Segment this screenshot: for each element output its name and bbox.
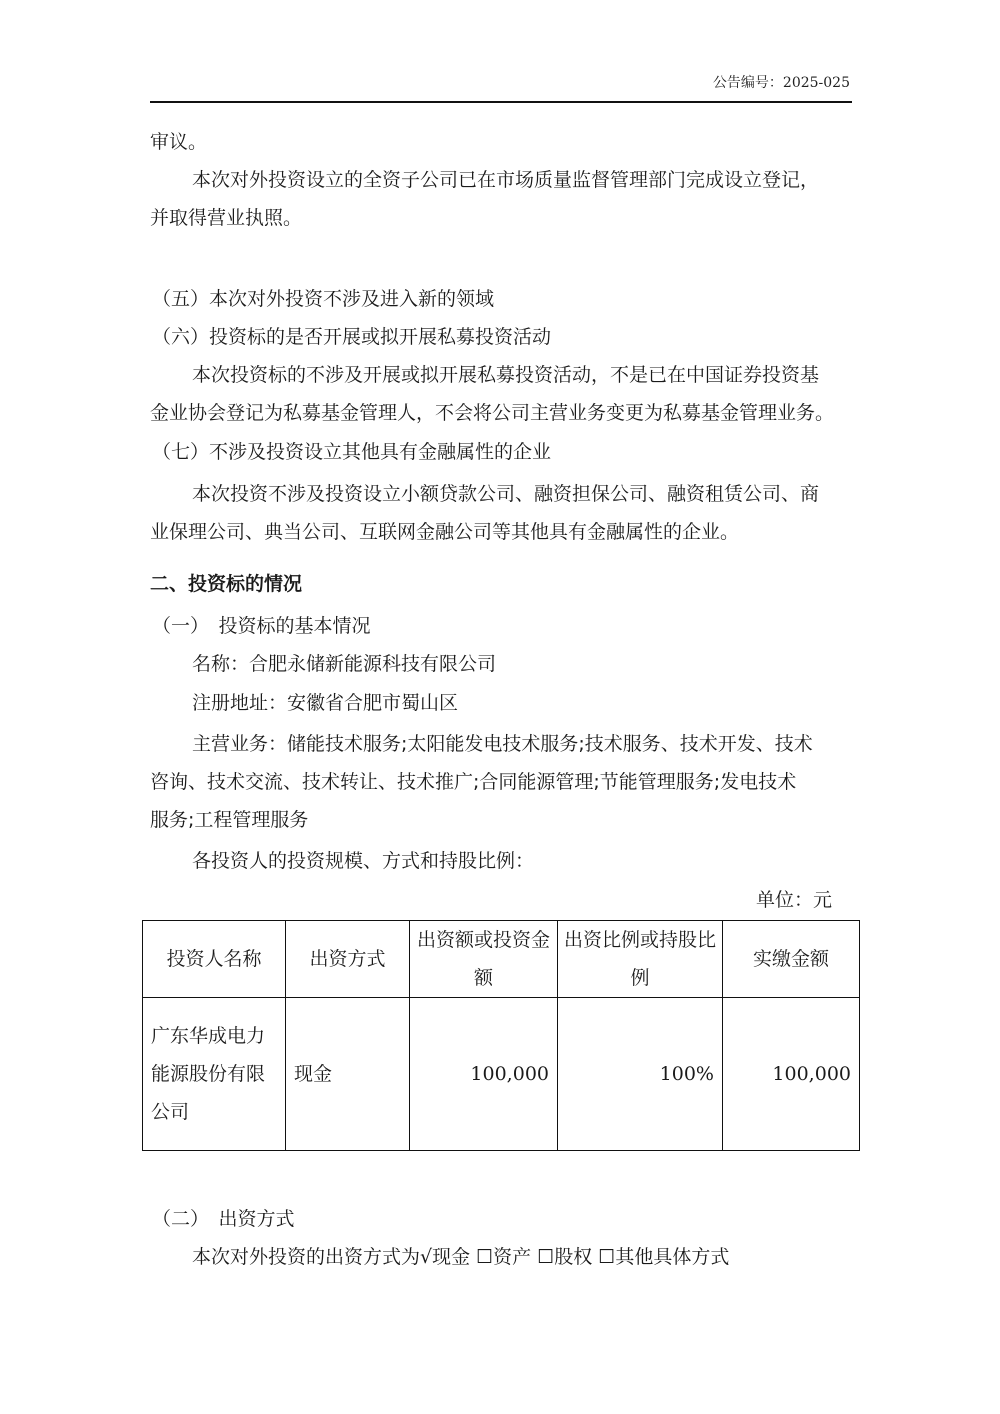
paragraph-line: 本次投资不涉及投资设立小额贷款公司、融资担保公司、融资租赁公司、商	[192, 483, 820, 505]
table-header-cell: 投资人名称	[143, 921, 286, 998]
paragraph-line: 各投资人的投资规模、方式和持股比例：	[192, 850, 535, 872]
payment-method-line: 本次对外投资的出资方式为√现金 ☐资产 ☐股权 ☐其他具体方式	[192, 1246, 730, 1268]
section-heading: （七）不涉及投资设立其他具有金融属性的企业	[152, 441, 552, 463]
address-line: 注册地址：安徽省合肥市蜀山区	[192, 692, 459, 714]
section-heading: （五）本次对外投资不涉及进入新的领域	[152, 288, 495, 310]
paragraph-line: 本次对外投资设立的全资子公司已在市场质量监督管理部门完成设立登记，	[192, 169, 820, 191]
paid-amount-cell: 100,000	[723, 998, 860, 1151]
section-heading: （六）投资标的是否开展或拟开展私募投资活动	[152, 326, 552, 348]
notice-number: 公告编号：2025-025	[712, 75, 850, 91]
section-heading: （二） 出资方式	[152, 1208, 295, 1230]
table-header-cell: 出资比例或持股比例	[558, 921, 723, 998]
header-divider	[150, 101, 852, 103]
part-heading: 二、投资标的情况	[150, 573, 303, 595]
table-header-cell: 出资额或投资金额	[410, 921, 558, 998]
company-name-line: 名称：合肥永储新能源科技有限公司	[192, 653, 497, 675]
paragraph-line: 业保理公司、典当公司、互联网金融公司等其他具有金融属性的企业。	[150, 521, 740, 543]
investment-method-cell: 现金	[286, 998, 410, 1151]
unit-label: 单位：元	[756, 889, 833, 911]
paragraph-line: 本次投资标的不涉及开展或拟开展私募投资活动，不是已在中国证券投资基	[192, 364, 820, 386]
investment-amount-cell: 100,000	[410, 998, 558, 1151]
business-line: 服务;工程管理服务	[150, 809, 309, 831]
business-line: 咨询、技术交流、技术转让、技术推广;合同能源管理;节能管理服务;发电技术	[150, 771, 797, 793]
table-header-row	[143, 921, 860, 998]
investor-name-cell: 广东华成电力能源股份有限公司	[143, 998, 286, 1151]
business-line: 主营业务：储能技术服务;太阳能发电技术服务;技术服务、技术开发、技术	[192, 733, 813, 755]
table-header-cell: 实缴金额	[723, 921, 860, 998]
section-heading: （一） 投资标的基本情况	[152, 615, 371, 637]
paragraph-line: 并取得营业执照。	[150, 207, 303, 229]
investment-table	[142, 920, 860, 1151]
table-row	[143, 998, 860, 1151]
share-ratio-cell: 100%	[558, 998, 723, 1151]
paragraph-line: 金业协会登记为私募基金管理人，不会将公司主营业务变更为私募基金管理业务。	[150, 402, 835, 424]
paragraph-line: 审议。	[150, 131, 208, 153]
table-header-cell: 出资方式	[286, 921, 410, 998]
